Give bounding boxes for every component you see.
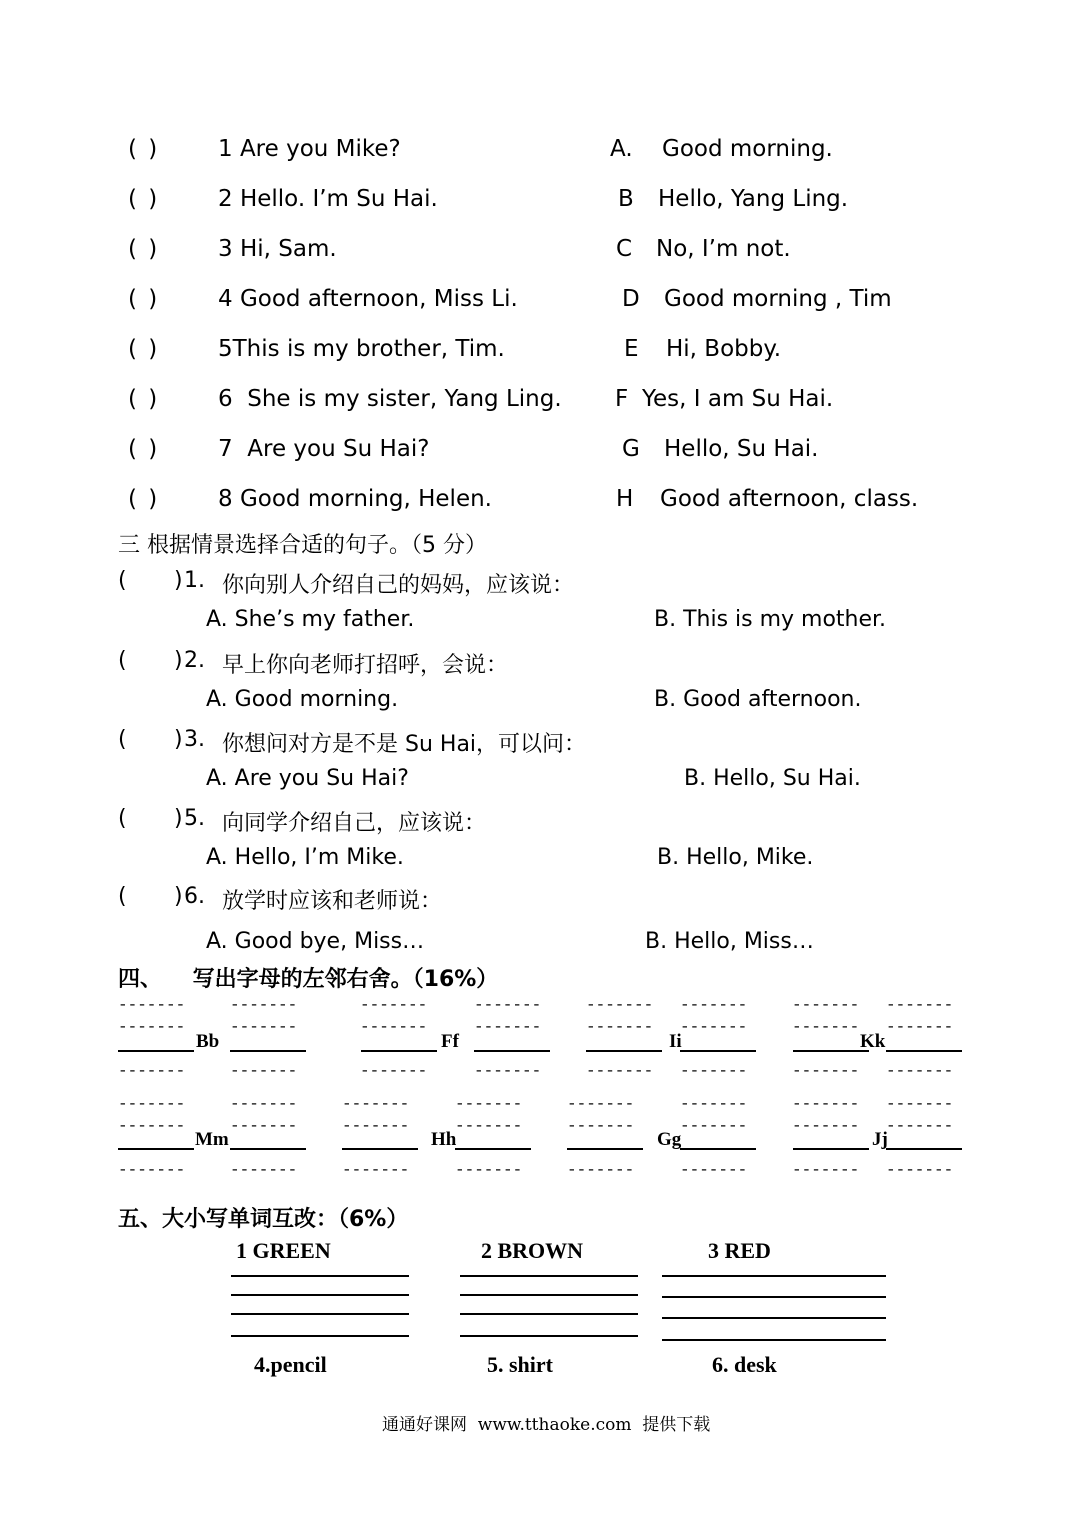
matching-row: [0, 236, 1087, 276]
matching-answer-text: Hello, Su Hai.: [664, 436, 819, 462]
question-prompt: 向同学介绍自己，应该说：: [222, 811, 487, 836]
writing-line[interactable]: [460, 1335, 638, 1337]
matching-answer-letter: F: [615, 386, 629, 412]
question-prompt: 放学时应该和老师说：: [222, 889, 443, 914]
guide-dash-line: -------: [118, 1062, 186, 1080]
letter-blank[interactable]: [793, 1148, 869, 1150]
question-prompt: 你向别人介绍自己的妈妈，应该说：: [222, 573, 575, 598]
guide-dash-line: -------: [342, 1095, 410, 1113]
answer-blank[interactable]: ( ): [128, 486, 160, 512]
guide-dash-line: -------: [792, 1062, 860, 1080]
writing-line[interactable]: [460, 1275, 638, 1277]
question-number: 6.: [184, 884, 205, 909]
answer-blank[interactable]: ( ): [128, 436, 160, 462]
option-a[interactable]: A. She’s my father.: [206, 607, 415, 632]
guide-dash-line: -------: [230, 1018, 298, 1036]
letter-blank[interactable]: [230, 1148, 306, 1150]
given-letter: Ii: [669, 1031, 682, 1052]
letter-blank[interactable]: [118, 1148, 194, 1150]
given-letter: Jj: [872, 1129, 888, 1150]
guide-dash-line: -------: [474, 996, 542, 1014]
letter-blank[interactable]: [586, 1050, 662, 1052]
guide-dash-line: -------: [118, 1161, 186, 1179]
guide-dash-line: -------: [586, 996, 654, 1014]
guide-dash-line: -------: [360, 996, 428, 1014]
option-a[interactable]: A. Good bye, Miss…: [206, 929, 425, 954]
answer-blank[interactable]: ( ): [128, 386, 160, 412]
guide-dash-line: -------: [455, 1095, 523, 1113]
letter-blank[interactable]: [230, 1050, 306, 1052]
letter-blank[interactable]: [361, 1050, 437, 1052]
option-b[interactable]: B. Hello, Miss…: [645, 929, 814, 954]
given-letter: Mm: [195, 1129, 229, 1150]
question-number: 2.: [184, 648, 205, 673]
question-number: 1.: [184, 568, 205, 593]
answer-blank[interactable]: ): [174, 727, 183, 752]
option-a[interactable]: A. Are you Su Hai?: [206, 766, 409, 791]
guide-dash-line: -------: [567, 1161, 635, 1179]
guide-dash-line: -------: [792, 996, 860, 1014]
matching-question: 7 Are you Su Hai?: [218, 436, 430, 462]
word-6: 6. desk: [712, 1352, 777, 1377]
matching-answer-letter: D: [622, 286, 640, 312]
letter-blank[interactable]: [886, 1050, 962, 1052]
guide-dash-line: -------: [586, 1018, 654, 1036]
section-3-heading: 三 根据情景选择合适的句子。（5 分）: [118, 533, 487, 558]
writing-line[interactable]: [231, 1294, 409, 1296]
matching-row: [0, 336, 1087, 376]
answer-blank[interactable]: ( ): [128, 236, 160, 262]
matching-row: [0, 286, 1087, 326]
writing-line[interactable]: [231, 1275, 409, 1277]
guide-dash-line: -------: [230, 1062, 298, 1080]
guide-dash-line: -------: [118, 996, 186, 1014]
writing-line[interactable]: [231, 1335, 409, 1337]
answer-blank[interactable]: ): [174, 568, 183, 593]
letter-blank[interactable]: [455, 1148, 531, 1150]
word-2: 2 BROWN: [481, 1238, 584, 1263]
word-1: 1 GREEN: [236, 1238, 331, 1263]
writing-line[interactable]: [460, 1294, 638, 1296]
option-a[interactable]: A. Good morning.: [206, 687, 399, 712]
letter-blank[interactable]: [680, 1148, 756, 1150]
option-b[interactable]: B. Hello, Mike.: [657, 845, 814, 870]
question-prompt: 早上你向老师打招呼，会说：: [222, 653, 509, 678]
matching-question: 5This is my brother, Tim.: [218, 336, 505, 362]
matching-row: [0, 136, 1087, 176]
guide-dash-line: -------: [586, 1062, 654, 1080]
writing-line[interactable]: [662, 1317, 886, 1319]
matching-answer-text: Hello, Yang Ling.: [658, 186, 849, 212]
guide-dash-line: -------: [455, 1117, 523, 1135]
matching-answer-letter: C: [616, 236, 633, 262]
matching-answer-letter: H: [616, 486, 634, 512]
letter-blank[interactable]: [793, 1050, 869, 1052]
letter-blank[interactable]: [886, 1148, 962, 1150]
guide-dash-line: -------: [342, 1117, 410, 1135]
answer-blank[interactable]: ( ): [128, 186, 160, 212]
answer-blank[interactable]: ): [174, 806, 183, 831]
writing-line[interactable]: [231, 1313, 409, 1315]
answer-blank[interactable]: ( ): [128, 336, 160, 362]
given-letter: Bb: [196, 1031, 220, 1052]
matching-question: 1 Are you Mike?: [218, 136, 401, 162]
guide-dash-line: -------: [680, 1117, 748, 1135]
matching-row: [0, 386, 1087, 426]
matching-answer-text: No, I’m not.: [656, 236, 791, 262]
option-b[interactable]: B. Hello, Su Hai.: [684, 766, 861, 791]
matching-answer-text: Hi, Bobby.: [666, 336, 781, 362]
writing-line[interactable]: [662, 1339, 886, 1341]
option-a[interactable]: A. Hello, I’m Mike.: [206, 845, 404, 870]
question-prompt: 你想问对方是不是 Su Hai，可以问：: [222, 732, 587, 757]
guide-dash-line: -------: [886, 1161, 954, 1179]
answer-blank[interactable]: ): [174, 884, 183, 909]
given-letter: Hh: [431, 1129, 457, 1150]
given-letter: Kk: [860, 1031, 886, 1052]
guide-dash-line: -------: [886, 1095, 954, 1113]
guide-dash-line: -------: [230, 1117, 298, 1135]
word-3: 3 RED: [708, 1238, 771, 1263]
matching-answer-letter: B: [618, 186, 634, 212]
guide-dash-line: -------: [792, 1161, 860, 1179]
matching-question: 2 Hello. I’m Su Hai.: [218, 186, 438, 212]
matching-answer-text: Good morning , Tim: [664, 286, 892, 312]
guide-dash-line: -------: [342, 1161, 410, 1179]
guide-dash-line: -------: [118, 1117, 186, 1135]
answer-blank[interactable]: ): [174, 648, 183, 673]
guide-dash-line: -------: [118, 1018, 186, 1036]
footer-source: 通通好课网 www.tthaoke.com 提供下载: [382, 1415, 711, 1435]
worksheet-page: ( ) 1 Are you Mike? A. Good morning. ( ) 2 Hello. I’m Su Hai. B Hello, Yang Ling. ( ) 3 Hi, Sam. C No, I’m not. ( ) 4 Good afternoon, Miss Li. D Good morning , Tim ( ) 5This is my brother, Tim. E Hi, Bobby. ( ) 6 She is my sister, Yang Ling. F Yes, I am Su Hai. ( ) 7 Are you Su Hai? G Hello, Su Hai. ( ) 8 Good morning, Helen. H Good afternoon, class. 三 根据情景选择合适的句子。（5 分） ( ) 1. 你向别人介绍自己的妈妈，应该说： A. She’s my father. B. This is my mother. ( ) 2. 早上你向老师打招呼，会说： A. Good morning. B. Good afternoon. ( ) 3. 你想问对方是不是 Su Hai，可以问： A. Are you Su Hai? B. Hello, Su Hai. ( ) 5. 向同学介绍自己，应该说： A. Hello, I’m Mike. B. Hello, Mike. ( ) 6. 放学时应该和老师说： A. Good bye, Miss… B. Hello, Miss… 四、 写出字母的左邻右舍。（16%） 五、大小写单词互改：（6%） 1 GREEN 2 BROWN 3 RED 4.pencil 5. shirt 6. desk 通通好课网 www.tthaoke.com 提供下载 ------- ------- ------- ------- ------- ------- ------- ------- ------- ------- ------- ------- ------- ------- ------- ------- ------- ------- ------- ------- ------- ------- ------- ------- Bb Ff Ii Kk ------- ------- ------- ------- ------- ------- ------- ------- ------- ------- ------- ------- ------- ------- ------- ------- ------- ------- ------- ------- ------- ------- ------- ------- Mm Hh Gg Jj: [0, 0, 1087, 1536]
matching-answer-letter: A.: [610, 136, 633, 162]
letter-blank[interactable]: [342, 1148, 418, 1150]
given-letter: Ff: [441, 1031, 459, 1052]
matching-answer-text: Good afternoon, class.: [660, 486, 919, 512]
letter-blank[interactable]: [118, 1050, 194, 1052]
section-4-heading: 四、 写出字母的左邻右舍。（16%）: [118, 967, 499, 992]
guide-dash-line: -------: [680, 1095, 748, 1113]
matching-answer-text: Good morning.: [662, 136, 833, 162]
matching-answer-letter: E: [624, 336, 639, 362]
guide-dash-line: -------: [230, 1095, 298, 1113]
writing-line[interactable]: [662, 1296, 886, 1298]
guide-dash-line: -------: [230, 1161, 298, 1179]
writing-line[interactable]: [662, 1275, 886, 1277]
matching-question: 8 Good morning, Helen.: [218, 486, 492, 512]
guide-dash-line: -------: [886, 1018, 954, 1036]
guide-dash-line: -------: [230, 996, 298, 1014]
matching-row: [0, 486, 1087, 526]
guide-dash-line: -------: [360, 1018, 428, 1036]
writing-line[interactable]: [460, 1313, 638, 1315]
question-number: 3.: [184, 727, 205, 752]
matching-row: [0, 186, 1087, 226]
guide-dash-line: -------: [886, 1062, 954, 1080]
guide-dash-line: -------: [360, 1062, 428, 1080]
option-b[interactable]: B. Good afternoon.: [654, 687, 862, 712]
guide-dash-line: -------: [455, 1161, 523, 1179]
guide-dash-line: -------: [567, 1117, 635, 1135]
guide-dash-line: -------: [680, 1161, 748, 1179]
letter-blank[interactable]: [474, 1050, 550, 1052]
matching-question: 6 She is my sister, Yang Ling.: [218, 386, 562, 412]
answer-blank[interactable]: ( ): [128, 286, 160, 312]
guide-dash-line: -------: [118, 1095, 186, 1113]
matching-answer-text: Yes, I am Su Hai.: [642, 386, 834, 412]
guide-dash-line: -------: [474, 1062, 542, 1080]
matching-answer-letter: G: [622, 436, 640, 462]
guide-dash-line: -------: [792, 1095, 860, 1113]
matching-row: [0, 436, 1087, 476]
letter-blank[interactable]: [567, 1148, 643, 1150]
option-b[interactable]: B. This is my mother.: [654, 607, 887, 632]
answer-blank[interactable]: ( ): [128, 136, 160, 162]
matching-question: 4 Good afternoon, Miss Li.: [218, 286, 518, 312]
word-5: 5. shirt: [487, 1352, 553, 1377]
word-4: 4.pencil: [254, 1352, 327, 1377]
guide-dash-line: -------: [680, 1062, 748, 1080]
question-number: 5.: [184, 806, 205, 831]
guide-dash-line: -------: [474, 1018, 542, 1036]
guide-dash-line: -------: [567, 1095, 635, 1113]
guide-dash-line: -------: [680, 1018, 748, 1036]
section-5-heading: 五、大小写单词互改：（6%）: [118, 1207, 409, 1232]
guide-dash-line: -------: [792, 1117, 860, 1135]
guide-dash-line: -------: [886, 996, 954, 1014]
guide-dash-line: -------: [792, 1018, 860, 1036]
guide-dash-line: -------: [886, 1117, 954, 1135]
guide-dash-line: -------: [680, 996, 748, 1014]
given-letter: Gg: [657, 1129, 682, 1150]
letter-blank[interactable]: [680, 1050, 756, 1052]
matching-question: 3 Hi, Sam.: [218, 236, 337, 262]
